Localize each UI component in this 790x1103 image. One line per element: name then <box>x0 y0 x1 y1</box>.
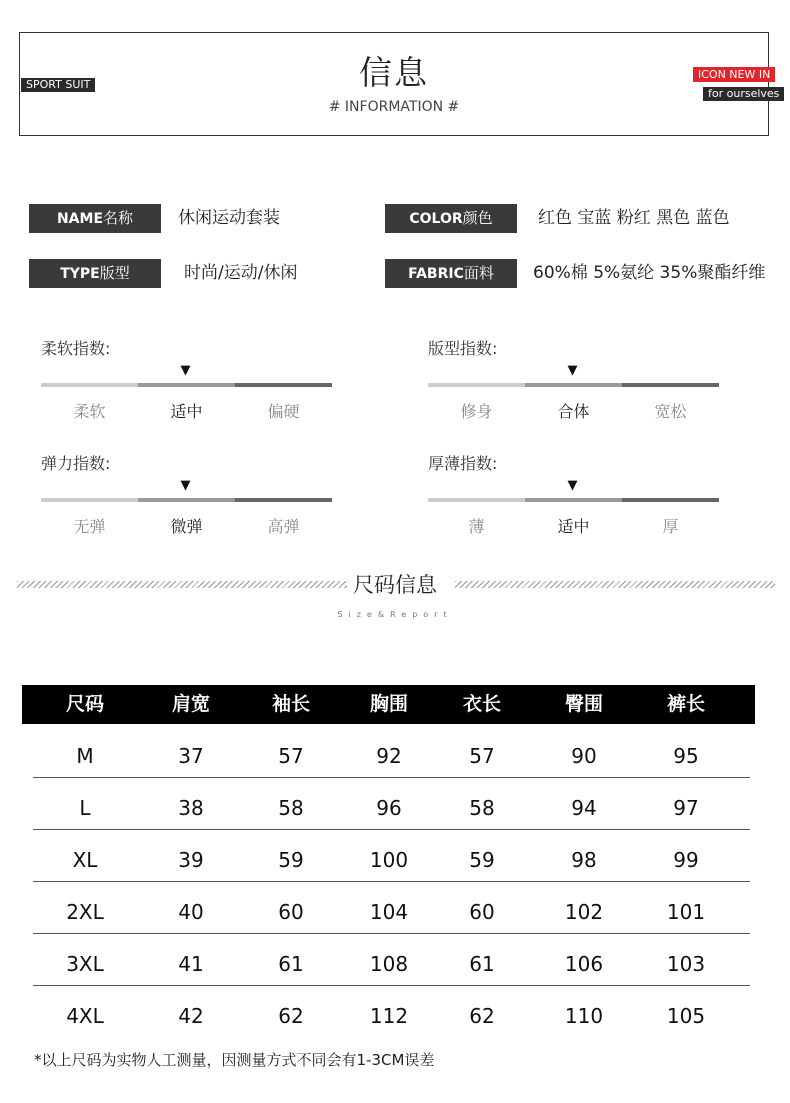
table-cell: 99 <box>673 848 699 872</box>
thickness-index-indicator-icon: ▼ <box>567 478 578 493</box>
thickness-index-bar-segment <box>428 498 525 502</box>
table-cell: 62 <box>469 1004 495 1028</box>
elasticity-index-title: 弹力指数: <box>41 454 111 473</box>
fit-index-option: 合体 <box>557 402 590 421</box>
color-label-en: COLOR <box>409 211 463 227</box>
fabric-label-cn: 面料 <box>463 264 494 282</box>
table-cell: 108 <box>369 952 409 976</box>
softness-index-indicator-icon: ▼ <box>180 363 191 378</box>
table-cell: 97 <box>673 796 699 820</box>
table-cell: 101 <box>666 900 706 924</box>
softness-index-bar-segment <box>138 383 235 387</box>
size-section-subtitle: Size&Report <box>337 610 453 619</box>
table-cell: 102 <box>564 900 604 924</box>
thickness-index-bar-segment <box>525 498 622 502</box>
name-label-en: NAME <box>56 211 104 227</box>
row-divider <box>33 933 750 934</box>
color-label <box>385 204 517 233</box>
table-cell: 103 <box>666 952 706 976</box>
table-cell: 42 <box>178 1004 204 1028</box>
table-header-cell: 肩宽 <box>171 693 210 715</box>
table-header-cell: 裤长 <box>666 693 705 715</box>
fit-index-title: 版型指数: <box>428 339 498 358</box>
fit-index-option: 宽松 <box>654 402 687 421</box>
table-cell: 105 <box>666 1004 706 1028</box>
table-cell: 92 <box>376 744 402 768</box>
table-cell: 90 <box>571 744 597 768</box>
table-cell: 96 <box>376 796 402 820</box>
table-cell: 104 <box>369 900 409 924</box>
name-value: 休闲运动套装 <box>178 208 280 228</box>
softness-index-option: 适中 <box>170 402 203 421</box>
size-table-header <box>22 685 755 724</box>
elasticity-index-bar-segment <box>235 498 332 502</box>
table-cell: 61 <box>278 952 304 976</box>
table-cell: 37 <box>178 744 204 768</box>
table-cell: 98 <box>571 848 597 872</box>
table-cell: 40 <box>178 900 204 924</box>
softness-index-option: 偏硬 <box>267 402 300 421</box>
page-subtitle: # INFORMATION # <box>328 99 460 115</box>
color-value: 红色 宝蓝 粉红 黑色 蓝色 <box>538 208 730 228</box>
table-cell: 61 <box>469 952 495 976</box>
row-divider <box>33 829 750 830</box>
thickness-index-option: 厚 <box>662 517 679 536</box>
elasticity-index-option: 微弹 <box>170 517 203 536</box>
softness-index-option: 柔软 <box>73 402 106 421</box>
name-label-cn: 名称 <box>103 209 134 227</box>
table-cell: 60 <box>278 900 304 924</box>
table-cell: 58 <box>469 796 495 820</box>
table-header-cell: 尺码 <box>65 693 104 715</box>
table-cell: 2XL <box>66 900 104 924</box>
fit-index-indicator-icon: ▼ <box>567 363 578 378</box>
softness-index-bar-segment <box>41 383 138 387</box>
thickness-index-option: 薄 <box>468 517 485 536</box>
softness-index-bar-segment <box>235 383 332 387</box>
table-cell: 59 <box>278 848 304 872</box>
fit-index-bar-segment <box>428 383 525 387</box>
table-cell: 100 <box>369 848 409 872</box>
thickness-index-title: 厚薄指数: <box>428 454 498 473</box>
table-cell: 58 <box>278 796 304 820</box>
icon-new-in-tag: ICON NEW IN <box>693 67 775 82</box>
table-cell: 62 <box>278 1004 304 1028</box>
thickness-index-option: 适中 <box>557 517 590 536</box>
table-cell: 4XL <box>66 1004 104 1028</box>
elasticity-index-bar-segment <box>41 498 138 502</box>
table-cell: L <box>79 796 91 820</box>
table-cell: 106 <box>564 952 604 976</box>
row-divider <box>33 881 750 882</box>
table-header-cell: 胸围 <box>369 693 408 715</box>
row-divider <box>33 985 750 986</box>
table-cell: 60 <box>469 900 495 924</box>
fabric-value: 60%棉 5%氨纶 35%聚酯纤维 <box>533 263 766 283</box>
table-cell: M <box>76 744 94 768</box>
table-cell: 110 <box>564 1004 604 1028</box>
fit-index-option: 修身 <box>460 402 493 421</box>
name-label <box>29 204 161 233</box>
table-cell: 39 <box>178 848 204 872</box>
softness-index-title: 柔软指数: <box>41 339 111 358</box>
type-label <box>29 259 161 288</box>
table-header-cell: 衣长 <box>462 693 501 715</box>
type-label-en: TYPE <box>60 266 100 282</box>
elasticity-index-bar-segment <box>138 498 235 502</box>
fit-index-bar-segment <box>622 383 719 387</box>
elasticity-index-option: 高弹 <box>267 517 300 536</box>
table-cell: 112 <box>369 1004 409 1028</box>
table-cell: 95 <box>673 744 699 768</box>
table-cell: 57 <box>469 744 495 768</box>
measurement-footnote: *以上尺码为实物人工测量，因测量方式不同会有1-3CM误差 <box>34 1051 435 1069</box>
row-divider <box>33 777 750 778</box>
type-value: 时尚/运动/休闲 <box>184 263 298 283</box>
table-header-cell: 臀围 <box>564 693 603 715</box>
type-label-cn: 版型 <box>99 264 130 282</box>
for-ourselves-tag: for ourselves <box>703 87 784 101</box>
size-section-title: 尺码信息 <box>353 573 437 597</box>
fabric-label-en: FABRIC <box>408 266 464 282</box>
thickness-index-bar-segment <box>622 498 719 502</box>
table-cell: 41 <box>178 952 204 976</box>
elasticity-index-option: 无弹 <box>73 517 106 536</box>
fit-index-bar-segment <box>525 383 622 387</box>
table-cell: 57 <box>278 744 304 768</box>
table-cell: 94 <box>571 796 597 820</box>
sport-suit-tag: SPORT SUIT <box>21 78 95 92</box>
table-header-cell: 袖长 <box>271 693 310 715</box>
information-header <box>19 32 769 136</box>
table-cell: 3XL <box>66 952 104 976</box>
page-title: 信息 <box>359 53 429 92</box>
table-cell: XL <box>72 848 98 872</box>
table-cell: 38 <box>178 796 204 820</box>
fabric-label <box>385 259 517 288</box>
color-label-cn: 颜色 <box>462 209 493 227</box>
elasticity-index-indicator-icon: ▼ <box>180 478 191 493</box>
table-cell: 59 <box>469 848 495 872</box>
